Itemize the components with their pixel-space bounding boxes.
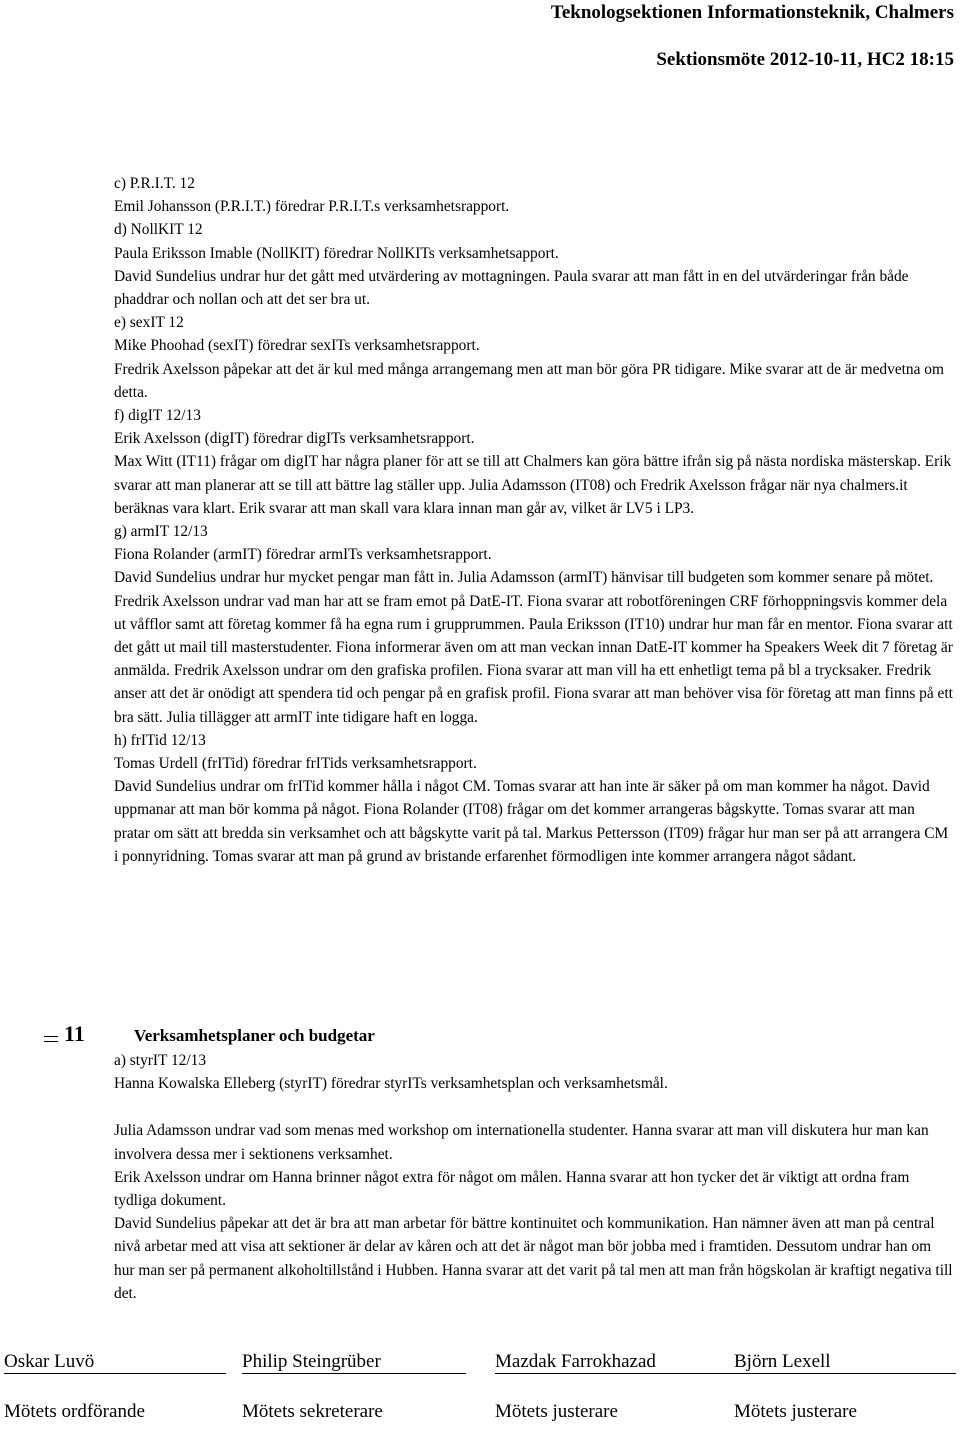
signature-roles <box>4 1401 956 1429</box>
section-number: 11 <box>44 1021 134 1047</box>
minutes-paragraph: David Sundelius undrar hur det gått med utvärdering av mottagningen. Paula svarar att man fått in en del utvärderingar från både phaddrar och nollan och att det ser bra ut. <box>114 267 909 309</box>
signature-role-adjuster-1: Mötets justerare <box>495 1401 618 1422</box>
signature-role-adjuster-2: Mötets justerare <box>734 1401 857 1422</box>
signature-role-secretary: Mötets sekreterare <box>242 1401 383 1422</box>
minutes-body <box>114 172 954 868</box>
minutes-paragraph: Mike Phoohad (sexIT) föredrar sexITs verksamhetsrapport. <box>114 337 480 355</box>
minutes-paragraph: Fiona Rolander (armIT) föredrar armITs verksamhetsrapport. <box>114 546 492 564</box>
minutes-paragraph: Max Witt (IT11) frågar om digIT har några planer för att se till att Chalmers kan göra bättre ifrån sig på nästa nordiska mästerskap. Erik svarar att man planerar att se till att bättre lag ställer upp. Julia Adamsson (IT08) och Fredrik Axelsson frågar när nya chalmers.it beräknas vara klart. Erik svarar att man skall vara klara innan man går av, vilket är LV5 i LP3. <box>114 453 952 517</box>
minutes-paragraph: David Sundelius påpekar att det är bra att man arbetar för bättre kontinuitet och kommunikation. Han nämner även att man på central nivå arbetar med att visa att sektioner är delar av kåren och att det är något man bör jobba med i framtiden. Dessutom undrar han om hur man ser på permanent alkoholtillstånd i Hubben. Hanna svarar att det varit på tal men att man från högskolan är kraftigt negativa till det. <box>114 1215 953 1302</box>
signature-names <box>4 1351 956 1379</box>
signature-name-adjuster-2: Björn Lexell <box>705 1351 956 1374</box>
agenda-item-sexit: e) sexIT 12 <box>114 314 184 332</box>
minutes-paragraph: David Sundelius undrar hur mycket pengar man fått in. Julia Adamsson (armIT) hänvisar till budgeten som kommer senare på mötet. Fredrik Axelsson undrar vad man har att se fram emot på DatE-IT. Fiona svarar att robotföreningen CRF förhoppningsvis kommer dela ut våfflor samt att företag kommer få ha egna rum i grupprummen. Paula Eriksson (IT10) undrar hur man får en mentor. Fiona svarar att det gått ut mail till masterstudenter. Fiona informerar även om att man veckan innan DatE-IT kommer ha Speakers Week dit 7 företag är anmälda. Fredrik Axelsson undrar om den grafiska profilen. Fiona svarar att man vill ha ett enhetligt tema på bl a trycksaker. Fredrik anser att det är onödigt att spendera tid och pengar på en grafisk profil. Fiona svarar att man behöver visa för företag att man finns på ett bra sätt. Julia tillägger att armIT inte tidigare haft en logga. <box>114 569 953 726</box>
agenda-item-nollkit: d) NollKIT 12 <box>114 221 203 239</box>
minutes-paragraph: David Sundelius undrar om frITid kommer hålla i något CM. Tomas svarar att han inte är säker på om man kommer ha något. David uppmanar att man bör komma på något. Fiona Rolander (IT08) frågar om det kommer arrangeras bågskytte. Tomas svarar att man pratar om sätt att bredda sin verksamhet och att bågskytte varit på tal. Markus Pettersson (IT09) frågar hur man ser på att arrangera CM i ponnyridning. Tomas svarar att man på grund av bristande erfarenhet förmodligen inte kommer arrangera något sådant. <box>114 778 949 865</box>
paragraph-gap <box>114 1095 954 1119</box>
minutes-paragraph: Emil Johansson (P.R.I.T.) föredrar P.R.I.T.s verksamhetsrapport. <box>114 198 510 216</box>
agenda-item-armit: g) armIT 12/13 <box>114 523 208 541</box>
header-organization: Teknologsektionen Informationsteknik, Chalmers <box>550 2 954 23</box>
minutes-paragraph: Erik Axelsson (digIT) föredrar digITs verksamhetsrapport. <box>114 430 475 448</box>
agenda-item-digit: f) digIT 12/13 <box>114 407 201 425</box>
signature-name-chair: Oskar Luvö <box>4 1351 226 1374</box>
minutes-paragraph: Julia Adamsson undrar vad som menas med workshop om internationella studenter. Hanna svarar att man vill diskutera hur man kan involvera dessa mer i sektionens verksamhet. <box>114 1122 929 1163</box>
minutes-paragraph: Hanna Kowalska Elleberg (styrIT) föredrar styrITs verksamhetsplan och verksamhetsmål. <box>114 1075 668 1093</box>
section-title: Verksamhetsplaner och budgetar <box>134 1026 375 1045</box>
signature-name-secretary: Philip Steingrüber <box>242 1351 466 1374</box>
agenda-item-styrit: a) styrIT 12/13 <box>114 1052 207 1069</box>
signature-role-chair: Mötets ordförande <box>4 1401 145 1422</box>
section-body <box>114 1049 954 1305</box>
minutes-paragraph: Erik Axelsson undrar om Hanna brinner något extra för något om målen. Hanna svarar att hon tycker det är viktigt att ordna fram tydliga dokument. <box>114 1168 910 1210</box>
minutes-paragraph: Fredrik Axelsson påpekar att det är kul med många arrangemang men att man bör göra PR tidigare. Mike svarar att de är medvetna om detta. <box>114 360 944 401</box>
minutes-paragraph: Tomas Urdell (frITid) föredrar frITids verksamhetsrapport. <box>114 755 477 773</box>
page-header <box>551 0 954 71</box>
section-11 <box>44 1021 954 1305</box>
agenda-item-prit: c) P.R.I.T. 12 <box>114 175 195 192</box>
signature-name-adjuster-1: Mazdak Farrokhazad <box>495 1351 705 1374</box>
section-heading <box>44 1021 954 1049</box>
agenda-item-fritid: h) frITid 12/13 <box>114 731 206 749</box>
signature-block <box>4 1351 956 1429</box>
header-meeting: Sektionsmöte 2012-10-11, HC2 18:15 <box>656 49 954 70</box>
minutes-paragraph: Paula Eriksson Imable (NollKIT) föredrar NollKITs verksamhetsapport. <box>114 244 559 262</box>
